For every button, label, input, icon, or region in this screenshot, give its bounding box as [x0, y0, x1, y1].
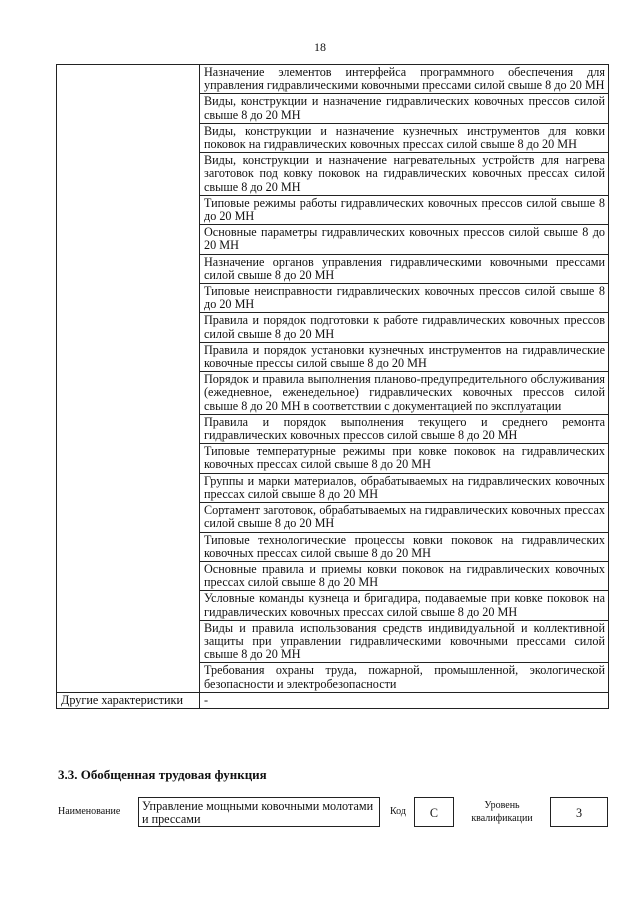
requirement-row: [57, 153, 609, 196]
requirement-text: Правила и порядок подготовки к работе гидравлических ковочных прессов силой свыше 8 до 20 МН: [200, 313, 609, 342]
requirement-text: Назначение элементов интерфейса программного обеспечения для управления гидравлическими ковочными прессами силой свыше 8 до 20 МН: [200, 65, 609, 94]
requirement-row: [57, 561, 609, 590]
empty-left-cell: [57, 65, 200, 94]
requirement-text: Виды и правила использования средств индивидуальной и коллективной защиты при управлении гидравлическими ковочными прессами силой свыше 8 до 20 МН: [200, 620, 609, 663]
requirement-row: [57, 663, 609, 692]
empty-left-cell: [57, 225, 200, 254]
empty-left-cell: [57, 561, 200, 590]
requirement-row: [57, 620, 609, 663]
requirement-text: Требования охраны труда, пожарной, промышленной, экологической безопасности и электробезопасности: [200, 663, 609, 692]
empty-left-cell: [57, 284, 200, 313]
requirement-row: [57, 342, 609, 371]
requirement-row: [57, 473, 609, 502]
requirement-row: [57, 254, 609, 283]
empty-left-cell: [57, 254, 200, 283]
empty-left-cell: [57, 372, 200, 415]
requirement-row: [57, 372, 609, 415]
requirement-row: [57, 313, 609, 342]
requirement-row: [57, 503, 609, 532]
requirement-text: Виды, конструкции и назначение нагревательных устройств для нагрева заготовок под ковку поковок на гидравлических ковочных прессах силой свыше 8 до 20 МН: [200, 153, 609, 196]
empty-left-cell: [57, 123, 200, 152]
other-characteristics-value: -: [200, 692, 609, 708]
page-number: 18: [314, 40, 326, 54]
requirement-text: Правила и порядок установки кузнечных инструментов на гидравлические ковочные прессы силой свыше 8 до 20 МН: [200, 342, 609, 371]
empty-left-cell: [57, 153, 200, 196]
requirement-row: [57, 591, 609, 620]
requirements-table: [56, 64, 609, 709]
requirement-text: Группы и марки материалов, обрабатываемых на гидравлических ковочных прессах силой свыше 8 до 20 МН: [200, 473, 609, 502]
requirement-row: [57, 123, 609, 152]
empty-left-cell: [57, 313, 200, 342]
empty-left-cell: [57, 342, 200, 371]
requirement-text: Назначение органов управления гидравлическими ковочными прессами силой свыше 8 до 20 МН: [200, 254, 609, 283]
empty-left-cell: [57, 195, 200, 224]
code-label: Код: [390, 806, 406, 817]
requirement-text: Правила и порядок выполнения текущего и среднего ремонта гидравлических ковочных прессов силой свыше 8 до 20 МН: [200, 414, 609, 443]
requirement-text: Условные команды кузнеца и бригадира, подаваемые при ковке поковок на гидравлических ковочных прессах силой свыше 8 до 20 МН: [200, 591, 609, 620]
requirement-text: Типовые неисправности гидравлических ковочных прессов силой свыше 8 до 20 МН: [200, 284, 609, 313]
empty-left-cell: [57, 444, 200, 473]
requirement-text: Виды, конструкции и назначение кузнечных инструментов для ковки поковок на гидравлических ковочных прессах силой свыше 8 до 20 МН: [200, 123, 609, 152]
empty-left-cell: [57, 591, 200, 620]
requirement-row: [57, 65, 609, 94]
other-characteristics-label: Другие характеристики: [57, 692, 200, 708]
requirements-table-body: [57, 65, 609, 709]
requirement-text: Сортамент заготовок, обрабатываемых на гидравлических ковочных прессах силой свыше 8 до 20 МН: [200, 503, 609, 532]
code-value-box: C: [414, 797, 454, 827]
empty-left-cell: [57, 663, 200, 692]
requirement-row: [57, 414, 609, 443]
requirement-text: Основные правила и приемы ковки поковок на гидравлических ковочных прессах силой свыше 8 до 20 МН: [200, 561, 609, 590]
requirement-row: [57, 195, 609, 224]
requirement-row: [57, 532, 609, 561]
requirement-row: [57, 94, 609, 123]
level-label-line1: Уровень: [484, 800, 520, 811]
empty-left-cell: [57, 414, 200, 443]
empty-left-cell: [57, 503, 200, 532]
requirement-text: Типовые температурные режимы при ковке поковок на гидравлических ковочных прессах силой свыше 8 до 20 МН: [200, 444, 609, 473]
empty-left-cell: [57, 473, 200, 502]
requirement-row: [57, 284, 609, 313]
requirement-row: [57, 444, 609, 473]
requirement-text: Типовые режимы работы гидравлических ковочных прессов силой свыше 8 до 20 МН: [200, 195, 609, 224]
requirement-text: Основные параметры гидравлических ковочных прессов силой свыше 8 до 20 МН: [200, 225, 609, 254]
empty-left-cell: [57, 532, 200, 561]
section-title: 3.3. Обобщенная трудовая функция: [58, 767, 267, 782]
requirement-text: Типовые технологические процессы ковки поковок на гидравлических ковочных прессах силой свыше 8 до 20 МН: [200, 532, 609, 561]
requirement-text: Виды, конструкции и назначение гидравлических ковочных прессов силой свыше 8 до 20 МН: [200, 94, 609, 123]
level-label-line2: квалификации: [471, 813, 533, 824]
empty-left-cell: [57, 620, 200, 663]
requirement-row: [57, 225, 609, 254]
level-value-box: 3: [550, 797, 608, 827]
name-value-box: Управление мощными ковочными молотами и прессами: [138, 797, 380, 827]
requirement-text: Порядок и правила выполнения планово-предупредительного обслуживания (ежедневное, еженедельное) гидравлических ковочных прессов силой свыше 8 до 20 МН в соответствии с документацией по эксплуатации: [200, 372, 609, 415]
empty-left-cell: [57, 94, 200, 123]
other-characteristics-row: [57, 692, 609, 708]
name-label: Наименование: [58, 806, 121, 817]
